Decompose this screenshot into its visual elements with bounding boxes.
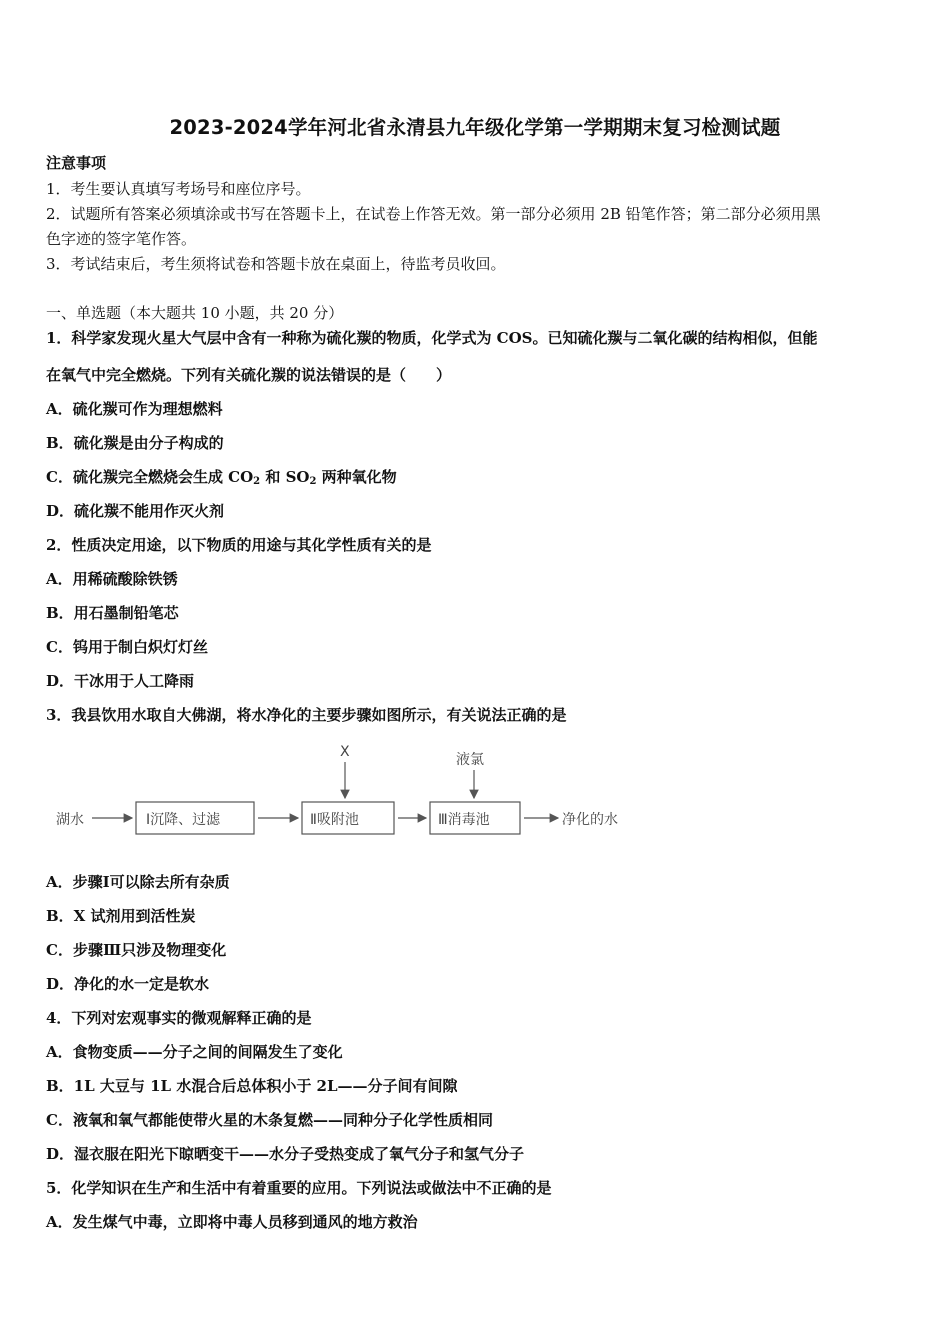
q1-option-c <box>46 466 397 487</box>
q3-option-c: C．步骤Ⅲ只涉及物理变化 <box>46 941 227 959</box>
q4-option-d: D．湿衣服在阳光下晾晒变干——水分子受热变成了氧气分子和氢气分子 <box>46 1145 525 1163</box>
input-x-label: X <box>340 744 350 760</box>
step2-label: Ⅱ吸附池 <box>310 812 359 828</box>
q2-stem: 2．性质决定用途，以下物质的用途与其化学性质有关的是 <box>46 536 432 554</box>
q1-option-c-mid: 和 SO <box>260 468 310 486</box>
q3-stem: 3．我县饮用水取自大佛湖，将水净化的主要步骤如图所示，有关说法正确的是 <box>46 706 567 724</box>
notice-item-3: 3．考试结束后，考生须将试卷和答题卡放在桌面上，待监考员收回。 <box>46 255 506 273</box>
q1-option-a: A．硫化羰可作为理想燃料 <box>46 400 223 418</box>
diagram-source-label: 湖水 <box>56 812 84 828</box>
q1-option-d: D．硫化羰不能用作灭火剂 <box>46 502 225 520</box>
q2-option-b: B．用石墨制铅笔芯 <box>46 604 179 622</box>
q3-option-d: D．净化的水一定是软水 <box>46 975 210 993</box>
q3-option-a: A．步骤Ⅰ可以除去所有杂质 <box>46 873 230 891</box>
q1-option-c-post: 两种氧化物 <box>316 468 397 486</box>
diagram-result-label: 净化的水 <box>562 812 618 828</box>
q5-option-a: A．发生煤气中毒，立即将中毒人员移到通风的地方救治 <box>46 1213 418 1231</box>
q2-option-d: D．干冰用于人工降雨 <box>46 672 195 690</box>
q1-stem-line1: 1．科学家发现火星大气层中含有一种称为硫化羰的物质，化学式为 COS。已知硫化羰与二氧化碳的结构相似，但能 <box>46 329 818 347</box>
q4-option-c: C．液氧和氧气都能使带火星的木条复燃——同种分子化学性质相同 <box>46 1111 493 1129</box>
q4-option-a: A．食物变质——分子之间的间隔发生了变化 <box>46 1043 343 1061</box>
q4-option-b: B．1L 大豆与 1L 水混合后总体积小于 2L——分子间有间隙 <box>46 1077 458 1095</box>
notice-heading: 注意事项 <box>46 154 107 172</box>
step1-label: Ⅰ沉降、过滤 <box>146 812 221 828</box>
q1-option-b: B．硫化羰是由分子构成的 <box>46 434 224 452</box>
q1-option-c-sub1: 2 <box>253 476 261 487</box>
q1-option-c-sub2: 2 <box>309 476 317 487</box>
notice-item-2: 2．试题所有答案必须填涂或书写在答题卡上，在试卷上作答无效。第一部分必须用 2B 铅笔作答；第二部分必须用黑 <box>46 205 821 223</box>
step3-label: Ⅲ消毒池 <box>438 812 490 828</box>
notice-item-2-cont: 色字迹的签字笔作答。 <box>46 230 197 248</box>
water-purification-diagram <box>50 738 650 848</box>
q1-stem-line2: 在氧气中完全燃烧。下列有关硫化羰的说法错误的是（ ） <box>46 366 452 384</box>
q5-stem: 5．化学知识在生产和生活中有着重要的应用。下列说法或做法中不正确的是 <box>46 1179 552 1197</box>
q3-option-b: B．X 试剂用到活性炭 <box>46 907 196 925</box>
input-chlorine-label: 液氯 <box>456 752 484 768</box>
q2-option-a: A．用稀硫酸除铁锈 <box>46 570 178 588</box>
page-title: 2023-2024学年河北省永清县九年级化学第一学期期末复习检测试题 <box>169 116 781 139</box>
section-heading: 一、单选题（本大题共 10 小题，共 20 分） <box>46 304 344 322</box>
q2-option-c: C．钨用于制白炽灯灯丝 <box>46 638 208 656</box>
q1-option-c-pre: C．硫化羰完全燃烧会生成 CO <box>46 468 254 486</box>
q4-stem: 4．下列对宏观事实的微观解释正确的是 <box>46 1009 312 1027</box>
notice-item-1: 1．考生要认真填写考场号和座位序号。 <box>46 180 311 198</box>
